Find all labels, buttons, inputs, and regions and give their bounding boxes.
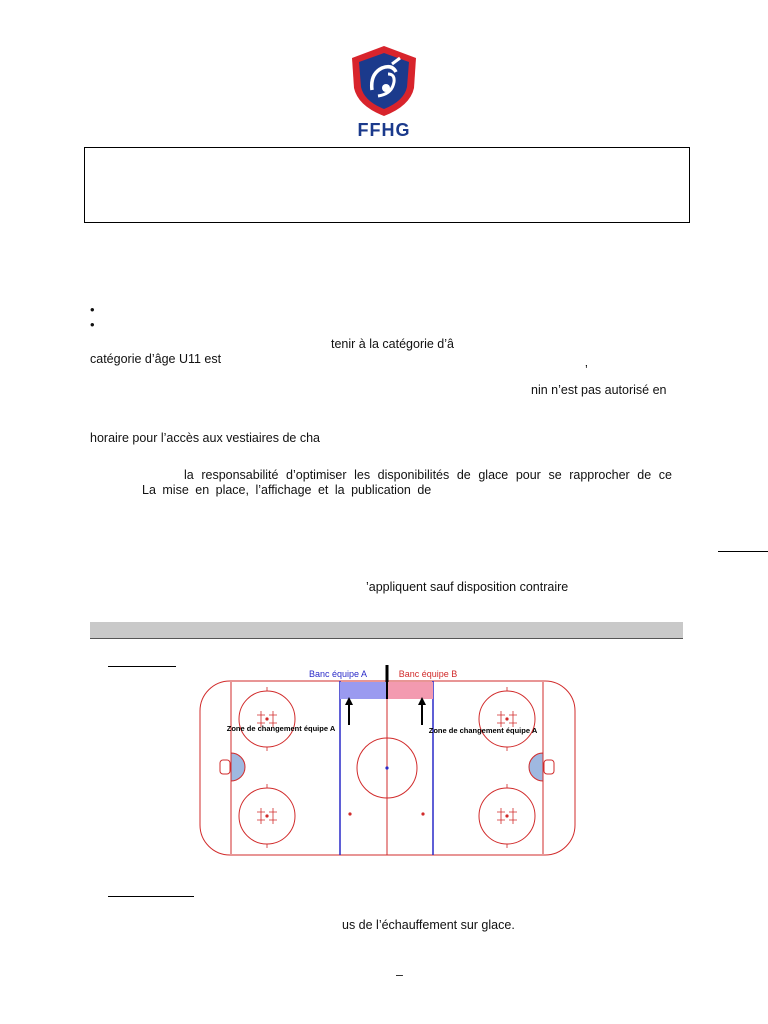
bullet-marker: • <box>90 317 95 332</box>
bench-b-area <box>388 682 433 699</box>
section-header-bar <box>90 622 683 639</box>
goal-crease-right <box>529 753 543 781</box>
page-number: – <box>396 968 403 982</box>
bullet-marker: • <box>90 302 95 317</box>
paragraph-line: horaire pour l’accès aux vestiaires de cha <box>90 431 320 445</box>
paragraph-line: catégorie d’âge U11 est <box>90 352 222 366</box>
underline-stub <box>718 551 768 552</box>
paragraph-line: tenir à la catégorie d’â <box>331 337 454 351</box>
underline-stub <box>108 666 176 667</box>
arrow-bench-b <box>418 697 426 725</box>
rink-diagram <box>195 665 580 860</box>
bench-a-label: Banc équipe A <box>308 669 368 679</box>
paragraph-line: us de l’échauffement sur glace. <box>342 918 515 932</box>
underline-stub <box>108 896 194 897</box>
paragraph-line: la responsabilité d’optimiser les disponibilités de glace pour se rapprocher de ce <box>184 468 672 482</box>
title-frame <box>84 147 690 223</box>
goal-right <box>544 760 554 774</box>
zone-right-label: Zone de changement équipe A <box>428 726 538 735</box>
goal-left <box>220 760 230 774</box>
paragraph-line: nin n’est pas autorisé en <box>531 383 667 397</box>
bench-a-area <box>340 682 386 699</box>
bench-b-label: Banc équipe B <box>398 669 458 679</box>
paragraph-line: ’appliquent sauf disposition contraire <box>366 580 569 594</box>
logo-wordmark: FFHG <box>357 120 411 140</box>
zone-left-label: Zone de changement équipe A <box>226 724 336 733</box>
paragraph-line: La mise en place, l’affichage et la publication de <box>142 483 432 497</box>
ffhg-logo <box>348 44 420 118</box>
goal-crease-left <box>231 753 245 781</box>
arrow-bench-a <box>345 697 353 725</box>
paragraph-line: ’ <box>585 363 588 377</box>
